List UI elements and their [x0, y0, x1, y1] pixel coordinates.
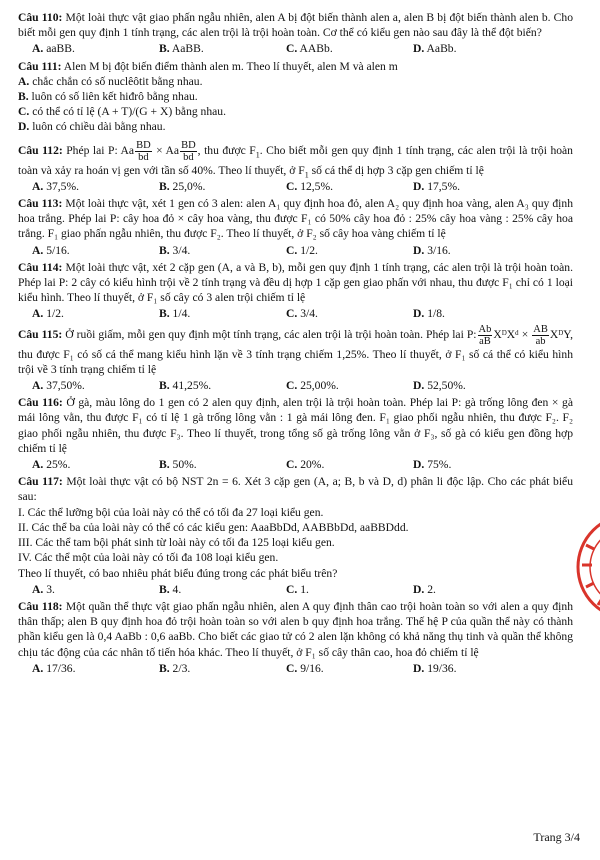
option-a: A. 37,5%.	[32, 179, 80, 193]
answer-options	[18, 457, 573, 472]
option-c: C. 1.	[286, 582, 309, 596]
question-number: Câu 117:	[18, 475, 63, 489]
answer-options	[18, 243, 573, 258]
option-b: B. 41,25%.	[159, 379, 212, 393]
option-b: B. 3/4.	[159, 243, 191, 257]
question-text: Một quần thể thực vật giao phấn ngẫu nhiên, alen A quy định thân cao trội hoàn toàn so với alen a quy định thân thấp; alen B quy định hoa đỏ trội hoàn toàn so với alen b quy định hoa trắng. Thế hệ P của quần thể này có thành phần kiểu gen là 0,4 AaBb : 0,6 aaBb. Cho biết các giao tử có 2 alen lặn không có khả năng thụ tinh và quần thể không chịu tác động của các nhân tố tiến hóa khác. Theo lí thuyết, ở F₁ số cây thân cao, hoa đỏ chiếm tỉ lệ	[18, 599, 573, 659]
official-stamp-icon	[568, 505, 600, 635]
option-c: C. 3/4.	[286, 307, 318, 321]
question-number: Câu 116:	[18, 396, 63, 410]
genotype-fraction: $\frac{BD}{bd}$	[181, 139, 196, 163]
question-number: Câu 113:	[18, 197, 63, 211]
option-d: D. 17,5%.	[413, 179, 461, 193]
option-c: C. 25,00%.	[286, 379, 339, 393]
genotype-fraction: $\frac{Ab}{aB}$	[478, 323, 492, 347]
question-text: Một loài thực vật có bộ NST 2n = 6. Xét 3 cặp gen (A, a; B, b và D, d) phân li độc lập. Cho các phát biểu sau:	[18, 475, 573, 504]
option-a: A. 37,50%.	[32, 379, 85, 393]
option-d: D. luôn có chiều dài bằng nhau.	[18, 120, 166, 134]
answer-options	[18, 41, 573, 56]
option-d: D. AaBb.	[413, 42, 457, 56]
question-111	[18, 59, 573, 135]
question-115	[18, 324, 573, 394]
option-a: A. 1/2.	[32, 307, 64, 321]
option-a: A. chắc chắn có số nuclêôtit bằng nhau.	[18, 74, 203, 88]
statement-3: III. Các thể tam bội phát sinh từ loài này có tối đa 125 loại kiểu gen.	[18, 536, 335, 550]
option-b: B. 50%.	[159, 458, 197, 472]
option-a: A. 17/36.	[32, 661, 76, 675]
question-118	[18, 599, 573, 676]
question-114	[18, 260, 573, 322]
option-c: C. 20%.	[286, 458, 325, 472]
answer-options	[18, 661, 573, 676]
question-number: Câu 110:	[18, 11, 63, 24]
question-text: Một loài thực vật giao phấn ngẫu nhiên, alen A bị đột biến thành alen a, alen B bị đột biến thành alen b. Cho biết mỗi gen quy định 1 tính trạng, các alen trội là trội hoàn toàn. Cơ thể có kiểu gen nào sau đây là thể đột biến?	[18, 11, 573, 40]
option-a: A. 25%.	[32, 458, 71, 472]
answer-options	[18, 179, 573, 194]
question-text: Một loài thực vật, xét 1 gen có 3 alen: alen A₁ quy định hoa đỏ, alen A₂ quy định hoa vàng, alen A₃ quy định hoa trắng. Phép lai P: cây hoa đỏ × cây hoa vàng, thu được F₁ có 50% cây hoa đỏ : 25% cây hoa vàng : 25% cây hoa trắng. F₁ giao phấn ngẫu nhiên, thu được F₂. Theo lí thuyết, ở F₂ số cây hoa vàng chiếm tỉ lệ	[18, 197, 573, 241]
question-116	[18, 395, 573, 472]
option-b: B. 1/4.	[159, 307, 191, 321]
option-a: A. 5/16.	[32, 243, 70, 257]
answer-options	[18, 378, 573, 393]
question-text: Ở gà, màu lông do 1 gen có 2 alen quy định, alen trội là trội hoàn toàn. Phép lai P: gà trống lông đen × gà mái lông vằn, thu được F₁ có tỉ lệ 1 gà trống lông vằn : 1 gà mái lông đen. F₁ giao phối ngẫu nhiên, thu được F₂. F₂ giao phối ngẫu nhiên, thu được F₃. Theo lí thuyết, trong tổng số gà trống lông vằn ở F₃, số gà có kiểu gen đồng hợp chiếm tỉ lệ	[18, 396, 573, 455]
question-text: Alen M bị đột biến điểm thành alen m. Theo lí thuyết, alen M và alen m	[63, 59, 398, 73]
answer-options	[18, 582, 573, 597]
option-d: D. 1/8.	[413, 307, 445, 321]
question-number: Câu 111:	[18, 59, 62, 73]
option-c: C. 12,5%.	[286, 179, 334, 193]
option-b: B. 2/3.	[159, 661, 191, 675]
question-number: Câu 115:	[18, 327, 63, 341]
question-117	[18, 474, 573, 597]
question-number: Câu 114:	[18, 260, 63, 274]
genotype-fraction: $\frac{BD}{bd}$	[136, 139, 151, 163]
question-number: Câu 118:	[18, 599, 63, 613]
statement-4: IV. Các thể một của loài này có tối đa 108 loại kiểu gen.	[18, 551, 279, 565]
option-d: D. 75%.	[413, 458, 452, 472]
option-b: B. 25,0%.	[159, 179, 206, 193]
option-d: D. 3/16.	[413, 243, 451, 257]
question-number: Câu 112:	[18, 143, 63, 157]
question-text: Một loài thực vật, xét 2 cặp gen (A, a và B, b), mỗi gen quy định 1 tính trạng, các alen trội là trội hoàn toàn. Phép lai P: 2 cây có kiểu hình trội về 2 tính trạng và đều dị hợp 1 cặp gen giao phấn với nhau, thu được F₁ chỉ có 1 loại kiểu hình. Theo lí thuyết, ở F₁ số cây có 3 alen trội chiếm tỉ lệ	[18, 260, 573, 305]
option-c: C. có thể có tỉ lệ (A + T)/(G + X) bằng nhau.	[18, 105, 226, 119]
answer-options	[18, 306, 573, 321]
option-b: B. luôn có số liên kết hiđrô bằng nhau.	[18, 90, 198, 104]
statement-2: II. Các thể ba của loài này có thể có các kiểu gen: AaaBbDd, AABBbDd, aaBBDdd.	[18, 520, 409, 534]
question-113	[18, 196, 573, 258]
exam-page	[18, 8, 573, 677]
statement-1: I. Các thể lưỡng bội của loài này có thể có tối đa 27 loại kiểu gen.	[18, 505, 324, 519]
option-b: B. 4.	[159, 582, 182, 596]
option-b: B. AaBB.	[159, 42, 204, 56]
option-d: D. 2.	[413, 582, 436, 596]
question-text: Ở ruồi giấm, mỗi gen quy định một tính trạng, các alen trội là trội hoàn toàn. Phép lai P: $\frac{Ab}{aB}$ XᴰXᵈ × $\frac{AB}{ab}$ XᴰY, thu được F₁ có số cá thể mang kiểu hình lặn về 3 tính trạng chiếm 1,25%. Theo lí thuyết, ở F₁ số cá thể có kiểu hình trội về 3 tính trạng chiếm tỉ lệ	[18, 323, 573, 376]
option-d: D. 52,50%.	[413, 379, 466, 393]
option-c: C. 9/16.	[286, 661, 324, 675]
option-d: D. 19/36.	[413, 661, 457, 675]
question-110	[18, 10, 573, 57]
option-a: A. aaBB.	[32, 42, 75, 56]
question-112	[18, 140, 573, 194]
option-c: C. AABb.	[286, 42, 333, 56]
question-prompt: Theo lí thuyết, có bao nhiêu phát biểu đúng trong các phát biểu trên?	[18, 566, 338, 580]
option-a: A. 3.	[32, 582, 55, 596]
option-c: C. 1/2.	[286, 243, 318, 257]
question-text: Phép lai P: Aa $\frac{BD}{bd}$ × Aa $\frac{BD}{bd}$ , thu được $F_1$. Cho biết mỗi gen quy định 1 tính trạng, các alen trội là trội hoàn toàn và xảy ra hoán vị gen với tần số 40%. Theo lí thuyết, ở $F_1$ số cá thể dị hợp 3 cặp gen chiếm tỉ lệ	[18, 139, 573, 179]
page-footer: Trang 3/4	[533, 830, 580, 844]
genotype-fraction: $\frac{AB}{ab}$	[533, 323, 548, 347]
